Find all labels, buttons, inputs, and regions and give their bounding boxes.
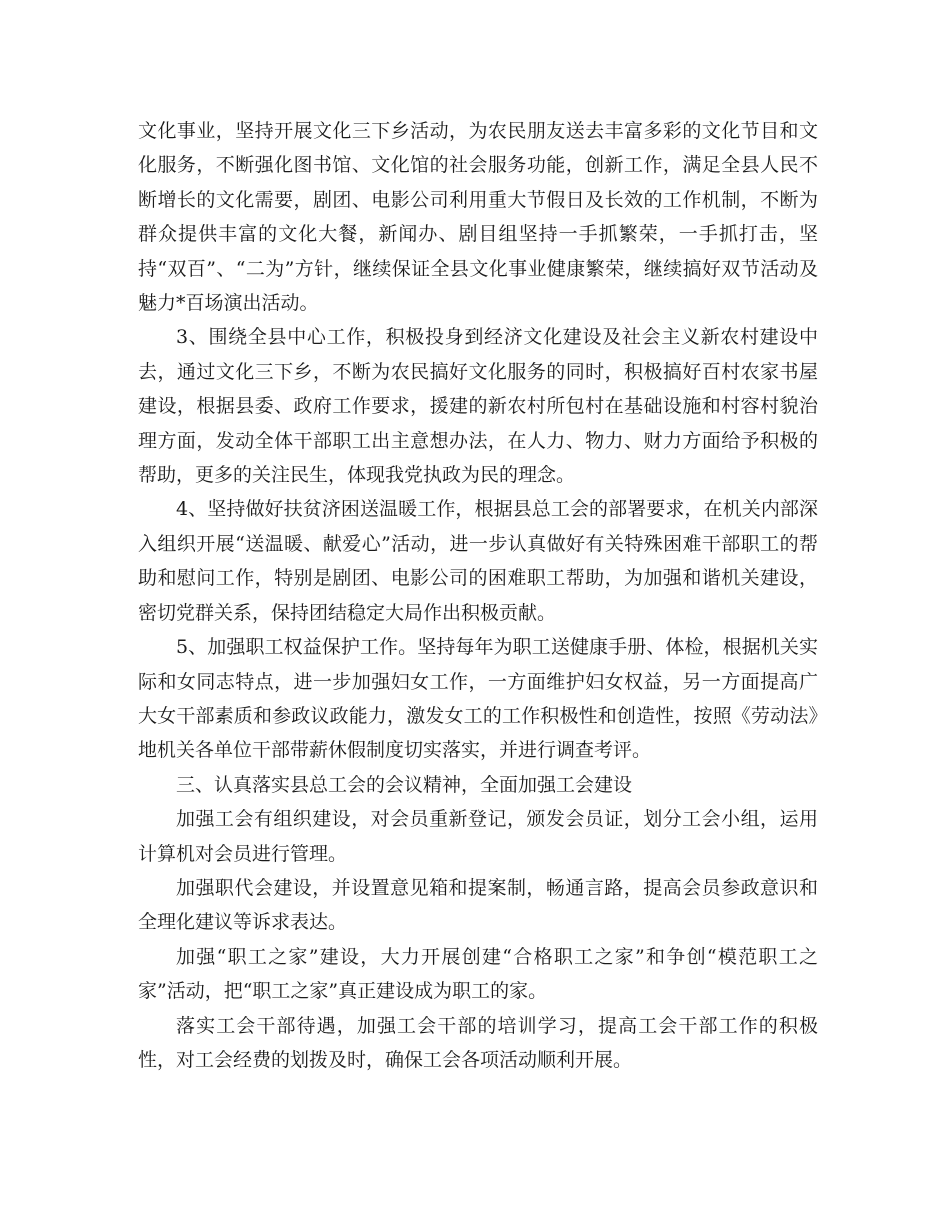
document-body [138, 114, 818, 1077]
paragraph-cadre-treatment: 落实工会干部待遇，加强工会干部的培训学习，提高工会干部工作的积极性，对工会经费的划拨及时，确保工会各项活动顺利开展。 [138, 1014, 818, 1071]
paragraph-union-organization: 加强工会有组织建设，对会员重新登记，颁发会员证，划分工会小组，运用计算机对会员进行管理。 [138, 808, 818, 865]
paragraph-item-5: 5、加强职工权益保护工作。坚持每年为职工送健康手册、体检，根据机关实际和女同志特点，进一步加强妇女工作，一方面维护妇女权益，另一方面提高广大女干部素质和参政议政能力，激发女工的工作积极性和创造性，按照《劳动法》地机关各单位干部带薪休假制度切实落实，并进行调查考评。 [138, 636, 818, 762]
paragraph-culture-work: 文化事业，坚持开展文化三下乡活动，为农民朋友送去丰富多彩的文化节目和文化服务，不断强化图书馆、文化馆的社会服务功能，创新工作，满足全县人民不断增长的文化需要，剧团、电影公司利用重大节假日及长效的工作机制，不断为群众提供丰富的文化大餐，新闻办、剧目组坚持一手抓繁荣，一手抓打击，坚持“双百”、“二为”方针，继续保证全县文化事业健康繁荣，继续搞好双节活动及魅力*百场演出活动。 [138, 120, 818, 315]
section-heading-3: 三、认真落实县总工会的会议精神，全面加强工会建设 [176, 773, 633, 796]
paragraph-workers-home: 加强“职工之家”建设，大力开展创建“合格职工之家”和争创“模范职工之家”活动，把“职工之家”真正建设成为职工的家。 [138, 945, 818, 1003]
paragraph-item-3: 3、围绕全县中心工作，积极投身到经济文化建设及社会主义新农村建设中去，通过文化三下乡，不断为农民搞好文化服务的同时，积极搞好百村农家书屋建设，根据县委、政府工作要求，援建的新农村所包村在基础设施和村容村貌治理方面，发动全体干部职工出主意想办法，在人力、物力、财力方面给予积极的帮助，更多的关注民生，体现我党执政为民的理念。 [138, 326, 818, 487]
paragraph-congress-building: 加强职代会建设，并设置意见箱和提案制，畅通言路，提高会员参政意识和全理化建议等诉求表达。 [138, 876, 818, 934]
paragraph-item-4: 4、坚持做好扶贫济困送温暖工作，根据县总工会的部署要求，在机关内部深入组织开展“送温暖、献爱心”活动，进一步认真做好有关特殊困难干部职工的帮助和慰问工作，特别是剧团、电影公司的困难职工帮助，为加强和谐机关建设，密切党群关系，保持团结稳定大局作出积极贡献。 [138, 498, 818, 624]
